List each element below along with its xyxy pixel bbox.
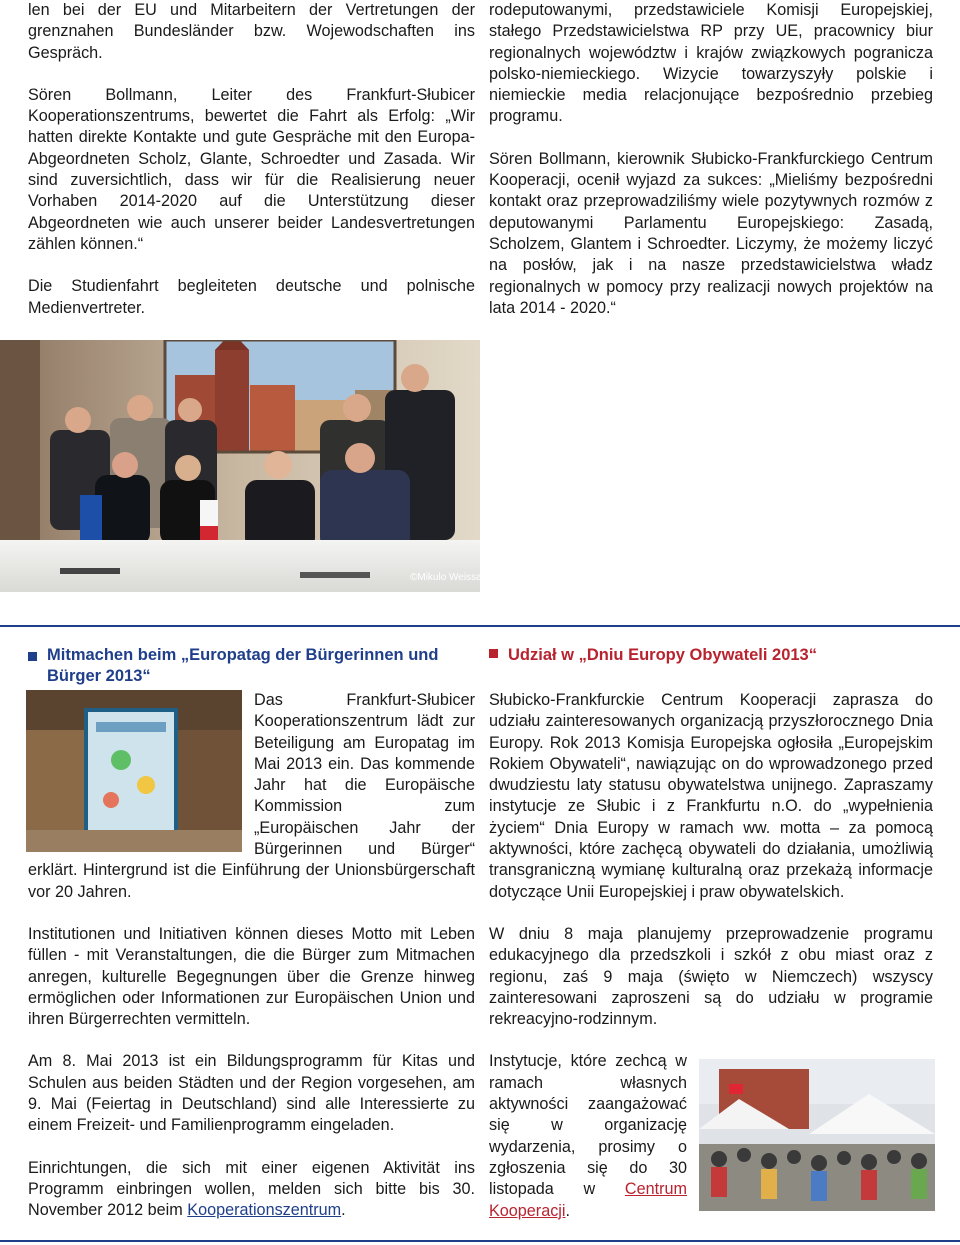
classroom-photo-illustration bbox=[26, 690, 242, 852]
pl-column bbox=[489, 690, 933, 1222]
de-section-heading bbox=[28, 645, 475, 687]
paragraph bbox=[28, 1158, 475, 1222]
paragraph bbox=[489, 1051, 933, 1221]
square-bullet-icon bbox=[28, 652, 37, 661]
group-photo-illustration bbox=[0, 340, 960, 592]
heading-text: Udział w „Dniu Europy Obywateli 2013“ bbox=[508, 646, 817, 664]
festival-photo bbox=[699, 1059, 935, 1211]
paragraph: Sören Bollmann, Leiter des Frankfurt-Słubicer Kooperationszentrums, bewertet die Fahrt als Erfolg: „Wir hatten direkte Kontakte und gute Gespräche mit den Europa-Abgeordneten Scholz, Glante, Schroedter und Zasada. Wir sind zuversichtlich, dass wir für die Realisierung neuer Vorhaben 2014-2020 auf die Unterstützung dieser Abgeordneten wie auch unserer beider Landesvertretungen zählen können.“ bbox=[28, 85, 475, 253]
page-bottom-rule bbox=[0, 1240, 960, 1242]
paragraph: rodeputowanymi, przedstawiciele Komisji Europejskiej, stałego Przedstawicielstwa RP przy UE, pracownicy biur regionalnych województw i krajów związkowych pogranicza polsko-niemieckiego. Wizycie towarzyszyły polskie i niemieckie media relacjonujące bezpośrednio przebieg programu. bbox=[489, 1, 933, 126]
paragraph: Sören Bollmann, kierownik Słubicko-Frankfurckiego Centrum Kooperacji, ocenił wyjazd za sukces: „Mieliśmy bezpośredni kontakt oraz przeprowadziliśmy wiele pozytywnych rozmów z deputowanymi Parlamentu Europejskiego: Zasadą, Scholzem, Glantem i Schroedter. Liczymy, że możemy liczyć na posłów, jak i na nasze przedstawicielstwa władz regionalnych w pomocy przy realizacji nowych projektów na lata 2014 - 2020.“ bbox=[489, 149, 933, 317]
photo-credit: ©Mikulo Weissa bbox=[410, 572, 482, 583]
top-right-column bbox=[489, 0, 933, 340]
paragraph-text: Instytucje, które zechcą w ramach własnych aktywności zaangażować się w organizację wydarzenia, prosimy o zgłoszenia się do 30 listopada w bbox=[489, 1052, 687, 1199]
centrum-kooperacji-link[interactable]: Centrum Kooperacji bbox=[489, 1180, 687, 1220]
de-column bbox=[28, 690, 475, 1243]
paragraph: Am 8. Mai 2013 ist ein Bildungsprogramm für Kitas und Schulen aus beiden Städten und der Region vorgesehen, am 9. Mai (Feiertag in Deutschland) sind alle Interessierte zu einem Freizeit- und Familienprogramm eingeladen. bbox=[28, 1052, 475, 1135]
group-photo bbox=[0, 340, 960, 592]
section-divider bbox=[0, 625, 960, 627]
paragraph: Institutionen und Initiativen können dieses Motto mit Leben füllen - mit Veranstaltungen, die die Bürger zum Mitmachen anregen, kulturelle Begegnungen über die Grenze hinweg ermöglichen oder Informationen zur Europäischen Union und ihren Bürgerrechten vermitteln. bbox=[28, 924, 475, 1029]
paragraph-end: . bbox=[565, 1201, 570, 1220]
classroom-photo bbox=[26, 690, 242, 852]
paragraph: Die Studienfahrt begleiteten deutsche und polnische Medienvertreter. bbox=[28, 277, 475, 317]
top-left-column bbox=[28, 0, 475, 340]
paragraph: len bei der EU und Mitarbeitern der Vertretungen der grenznahen Bundesländer bzw. Wojewodschaften ins Gespräch. bbox=[28, 1, 475, 62]
paragraph-text: Einrichtungen, die sich mit einer eigenen Aktivität ins Programm einbringen wollen, melden sich bitte bis 30. November 2012 beim bbox=[28, 1158, 475, 1220]
paragraph: Słubicko-Frankfurckie Centrum Kooperacji zaprasza do udziału zainteresowanych organizacją przyszłorocznego Dnia Europy. Rok 2013 Komisja Europejska ogłosiła „Europejskim Rokiem Obywateli“, nawiązując on do wprowadzonego przed dwudziestu laty statusu obywatelstwa unijnego. Zapraszamy instytucje ze Słubic i z Frankfurtu n.O. do „wypełnienia życiem“ Dnia Europy w ramach ww. motta – za pomocą aktywności, które zachęcą obywateli do działania, umożliwią transgraniczną wymianę kulturalną oraz przekażą informacje dotyczące Unii Europejskiej i praw obywatelskich. bbox=[489, 691, 933, 901]
festival-photo-illustration bbox=[699, 1059, 935, 1211]
paragraph-text: Das Frankfurt-Słubicer Kooperationszentrum lädt zur Beteiligung am Europatag im Mai 2013 ein. Das kommende Jahr hat die Europäische Kommission zum „Europäischen Jahr der Bürgerinnen und Bürger“ erklärt. Hintergrund ist die Einführung der Unionsbürgerschaft vor 20 Jahren. bbox=[28, 691, 475, 901]
heading-text: Mitmachen beim „Europatag der Bürgerinnen und Bürger 2013“ bbox=[47, 646, 439, 685]
paragraph: W dniu 8 maja planujemy przeprowadzenie programu edukacyjnego dla przedszkoli i szkół z obu miast oraz z regionu, zaś 9 maja (święto w Niemczech) wszyscy zainteresowani zaproszeni są do udziału w programie rekreacyjno-rodzinnym. bbox=[489, 924, 933, 1029]
paragraph bbox=[28, 690, 475, 903]
kooperationszentrum-link[interactable]: Kooperationszentrum bbox=[187, 1201, 342, 1220]
pl-section-heading bbox=[489, 645, 933, 666]
paragraph-end: . bbox=[341, 1201, 346, 1220]
square-bullet-icon bbox=[489, 649, 498, 658]
